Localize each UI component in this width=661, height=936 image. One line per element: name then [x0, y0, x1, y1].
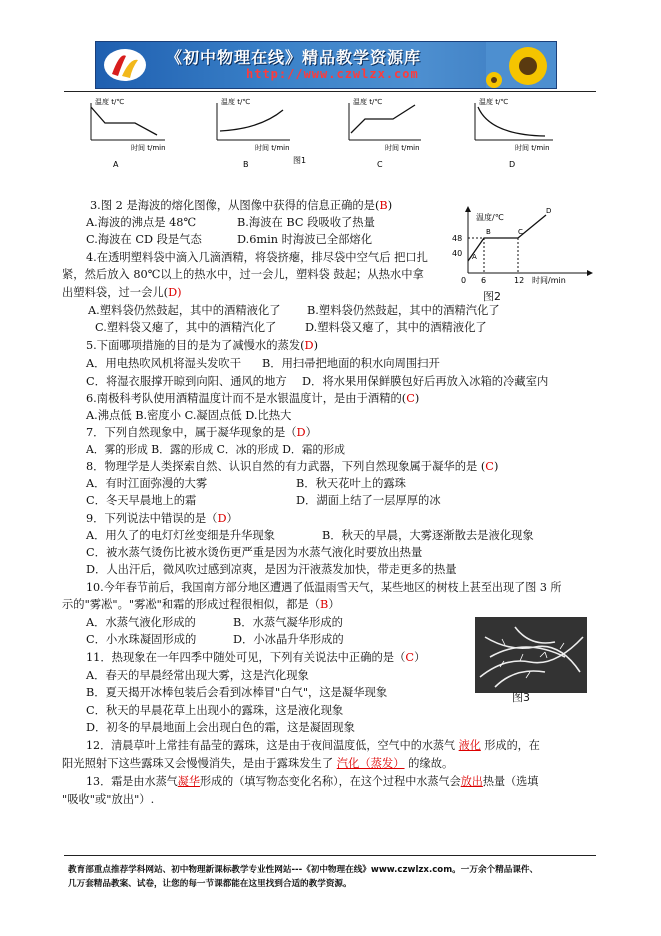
- q4-line-1: 4.在透明塑料袋中滴入几滴酒精，将袋挤瘪，排尽袋中空气后 把口扎: [86, 251, 428, 264]
- q11-option-a: A．春天的早晨经常出现大雾，这是汽化现象: [86, 669, 309, 682]
- graph-c-letter: C: [377, 160, 383, 169]
- q5-stem: 5.下面哪项措施的目的是为了减慢水的蒸发(D): [86, 339, 319, 352]
- q3-stem: 3.图 2 是海波的熔化图像，从图像中获得的信息正确的是(B): [90, 199, 393, 212]
- q4-line-2: 紧，然后放入 80℃以上的热水中，过一会儿，塑料袋 鼓起；从热水中拿: [62, 268, 424, 281]
- fig2-point-d: D: [546, 207, 552, 215]
- graph-c: [349, 103, 421, 140]
- q13-line-1: 13．霜是由水蒸气凝华形成的（填写物态变化名称），在这个过程中水蒸气会放出热量（选填: [86, 775, 539, 788]
- fig2-ytick-40: 40: [452, 249, 463, 258]
- figure-1-graphs: [75, 95, 595, 170]
- q9-option-c: C．被水蒸气烫伤比被水烫伤更严重是因为水蒸气液化时要放出热量: [86, 546, 423, 559]
- graph-d-letter: D: [509, 160, 516, 169]
- fig2-xtick-0: 0: [461, 276, 467, 285]
- footer-line-1: 教育部重点推荐学科网站、初中物理新课标教学专业性网站---《初中物理在线》www.czwlzx.com。一万余个精品课件、: [68, 865, 539, 875]
- fig2-xlabel: 时间/min: [532, 276, 566, 285]
- q4-option-b: B.塑料袋仍然鼓起，其中的酒精汽化了: [307, 304, 500, 317]
- q7-stem: 7．下列自然现象中，属于凝华现象的是（D）: [86, 426, 317, 439]
- header-banner: [95, 41, 557, 89]
- figure-1-caption: 图1: [293, 156, 307, 165]
- rime-photo: [475, 617, 587, 693]
- q11-option-c: C．秋天的早晨花草上出现小的露珠，这是液化现象: [86, 704, 344, 717]
- fig2-point-a: A: [472, 253, 477, 261]
- figure-3-caption: 图3: [512, 691, 530, 704]
- graph-a-xlabel: 时间 t/min: [131, 144, 166, 152]
- q8-option-c: C．冬天早晨地上的霜: [86, 494, 197, 507]
- q3-option-d: D.6min 时海波已全部熔化: [237, 233, 373, 246]
- q10-option-a: A．水蒸气液化形成的: [86, 616, 196, 629]
- q9-option-b: B．秋天的早晨，大雾逐渐散去是液化现象: [322, 529, 534, 542]
- q8-option-b: B．秋天花叶上的露珠: [296, 477, 406, 490]
- q6-options: A.沸点低 B.密度小 C.凝固点低 D.比热大: [86, 409, 292, 422]
- footer-line-2: 几万套精品教案、试卷，让您的每一节课都能在这里找到合适的教学资源。: [68, 879, 352, 889]
- q10-option-b: B．水蒸气凝华形成的: [233, 616, 343, 629]
- q4-option-d: D.塑料袋又瘪了，其中的酒精液化了: [305, 321, 487, 334]
- graph-b-ylabel: 温度 t/℃: [221, 98, 251, 106]
- sunflower-icon: [486, 42, 556, 88]
- q6-stem: 6.南极科考队使用酒精温度计而不是水银温度计，是由于酒精的(C): [86, 392, 420, 405]
- q11-option-b: B．夏天揭开冰棒包装后会看到冰棒冒"白气"，这是凝华现象: [86, 686, 388, 699]
- q5-option-b: B．用扫帚把地面的积水向周围扫开: [262, 357, 440, 370]
- graph-b: [217, 103, 290, 140]
- logo-icon: [102, 46, 148, 84]
- q12-line-2: 阳光照射下这些露珠又会慢慢消失，是由于露珠发生了 汽化（蒸发） 的缘故。: [62, 757, 454, 770]
- banner-url[interactable]: http://www.czwlzx.com: [246, 67, 419, 81]
- fig2-xtick-12: 12: [514, 276, 525, 285]
- q3-option-c: C.海波在 CD 段是气态: [86, 233, 202, 246]
- q10-line-1: 10.今年春节前后，我国南方部分地区遭遇了低温雨雪天气，某些地区的树枝上甚至出现了图 3 所: [86, 581, 562, 594]
- fig2-ytick-48: 48: [452, 234, 463, 243]
- q11-stem: 11．热现象在一年四季中随处可见，下列有关说法中正确的是（C）: [86, 651, 426, 664]
- q4-option-a: A.塑料袋仍然鼓起，其中的酒精液化了: [88, 304, 281, 317]
- rime-image-icon: [475, 617, 587, 693]
- graph-b-xlabel: 时间 t/min: [255, 144, 290, 152]
- figure-2-caption: 图2: [483, 290, 501, 303]
- figure-2-graph: [450, 203, 600, 291]
- q5-option-d: D．将水果用保鲜膜包好后再放入冰箱的冷藏室内: [302, 375, 549, 388]
- graph-c-xlabel: 时间 t/min: [385, 144, 420, 152]
- q9-option-d: D．人出汗后，微风吹过感到凉爽，是因为汗液蒸发加快，带走更多的热量: [86, 563, 457, 576]
- q4-option-c: C.塑料袋又瘪了，其中的酒精汽化了: [95, 321, 277, 334]
- q11-option-d: D．初冬的早晨地面上会出现白色的霜，这是凝固现象: [86, 721, 355, 734]
- graph-b-letter: B: [243, 160, 249, 169]
- fig2-point-b: B: [486, 228, 491, 236]
- graph-d-ylabel: 温度 t/℃: [479, 98, 509, 106]
- graph-a-letter: A: [113, 160, 119, 169]
- q8-option-a: A．有时江面弥漫的大雾: [86, 477, 208, 490]
- q10-line-2: 示的"雾凇"。"雾凇"和霜的形成过程很相似，都是（B）: [62, 598, 340, 611]
- q10-option-c: C．小水珠凝固形成的: [86, 633, 197, 646]
- q8-option-d: D．湖面上结了一层厚厚的冰: [296, 494, 441, 507]
- fig2-ylabel: 温度/℃: [476, 213, 504, 222]
- q8-stem: 8．物理学是人类探索自然、认识自然的有力武器，下列自然现象属于凝华的是 (C): [86, 460, 499, 473]
- graph-d-xlabel: 时间 t/min: [515, 144, 550, 152]
- header-divider: [64, 91, 596, 92]
- q13-line-2: "吸收"或"放出"）.: [62, 793, 155, 806]
- graph-d: [475, 103, 553, 140]
- q12-line-1: 12．清晨草叶上常挂有晶莹的露珠，这是由于夜间温度低，空气中的水蒸气 液化 形成的，在: [86, 739, 540, 752]
- q9-stem: 9．下列说法中错误的是（D）: [86, 512, 238, 525]
- q7-options: A．雾的形成 B．露的形成 C．冰的形成 D．霜的形成: [86, 443, 345, 456]
- q5-option-c: C．将湿衣服撑开晾到向阳、通风的地方: [86, 375, 287, 388]
- q3-option-b: B.海波在 BC 段吸收了热量: [237, 216, 375, 229]
- q5-option-a: A．用电热吹风机将湿头发吹干: [86, 357, 242, 370]
- q10-option-d: D．小冰晶升华形成的: [233, 633, 344, 646]
- fig2-xtick-6: 6: [481, 276, 487, 285]
- q3-option-a: A.海波的沸点是 48℃: [86, 216, 197, 229]
- graph-a-ylabel: 温度 t/℃: [95, 98, 125, 106]
- q9-option-a: A．用久了的电灯灯丝变细是升华现象: [86, 529, 275, 542]
- banner-title: 《初中物理在线》精品教学资源库: [166, 48, 422, 67]
- graph-a: [91, 103, 165, 140]
- graph-c-ylabel: 温度 t/℃: [353, 98, 383, 106]
- q4-line-3: 出塑料袋，过一会儿(D): [62, 286, 182, 299]
- footer-divider: [64, 855, 596, 856]
- fig2-point-c: C: [518, 228, 523, 236]
